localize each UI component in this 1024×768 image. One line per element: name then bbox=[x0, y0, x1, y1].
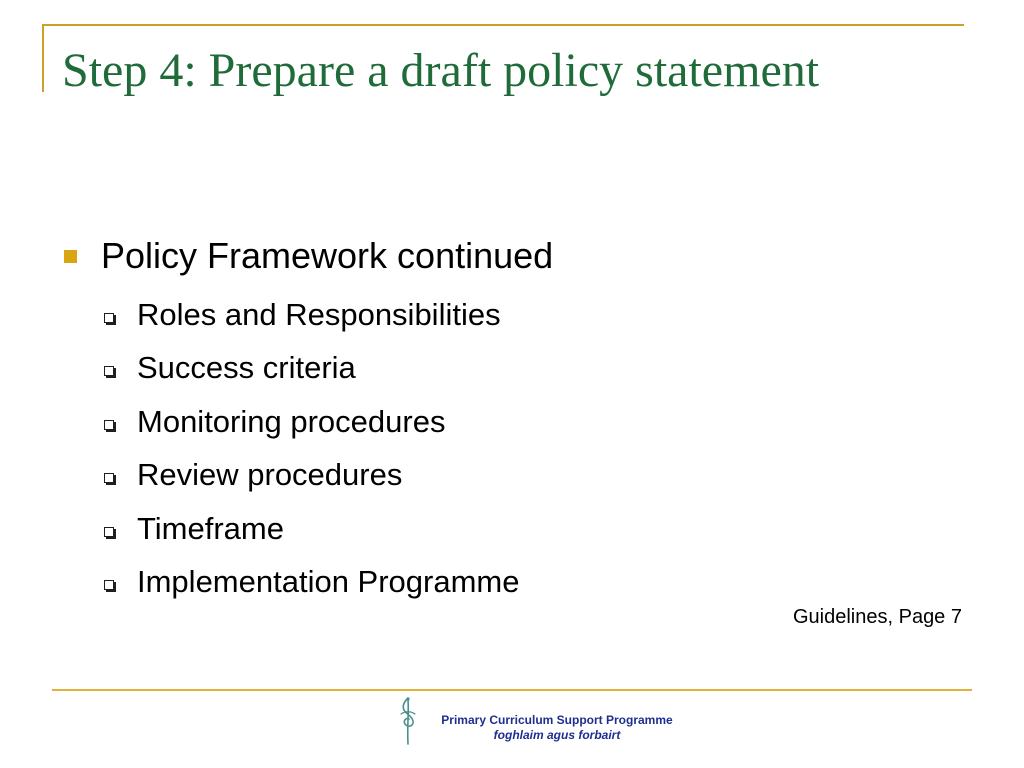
citation-text: Guidelines, Page 7 bbox=[792, 606, 962, 628]
sub-bullet-text: Implementation Programme bbox=[137, 564, 520, 600]
footer-branding bbox=[440, 713, 674, 743]
box-bullet-icon bbox=[104, 420, 114, 430]
footer-rule bbox=[52, 689, 972, 691]
programme-tagline: foghlaim agus forbairt bbox=[493, 728, 621, 742]
main-bullet-item bbox=[62, 232, 962, 280]
sub-bullet-text: Review procedures bbox=[137, 457, 403, 493]
box-bullet-icon bbox=[104, 473, 114, 483]
sub-bullet-item bbox=[62, 395, 962, 449]
sub-bullet-item bbox=[62, 288, 962, 342]
square-bullet-icon bbox=[64, 250, 77, 263]
pcsp-logo-icon bbox=[395, 696, 421, 746]
sub-bullet-text: Success criteria bbox=[137, 350, 356, 386]
sub-bullet-item bbox=[62, 502, 962, 556]
slide-title: Step 4: Prepare a draft policy statement bbox=[62, 44, 820, 97]
frame-left-rule bbox=[42, 24, 44, 92]
programme-name: Primary Curriculum Support Programme bbox=[441, 713, 673, 727]
sub-bullet-item bbox=[62, 449, 962, 503]
sub-bullet-text: Roles and Responsibilities bbox=[137, 296, 501, 332]
sub-bullet-item bbox=[62, 342, 962, 396]
sub-bullet-text: Timeframe bbox=[137, 510, 284, 546]
box-bullet-icon bbox=[104, 527, 114, 537]
sub-bullet-item bbox=[62, 556, 962, 610]
sub-bullet-list bbox=[62, 288, 962, 609]
main-bullet-text: Policy Framework continued bbox=[101, 235, 554, 276]
frame-top-rule bbox=[42, 24, 964, 26]
box-bullet-icon bbox=[104, 580, 114, 590]
box-bullet-icon bbox=[104, 313, 114, 323]
box-bullet-icon bbox=[104, 366, 114, 376]
slide-content bbox=[62, 232, 962, 609]
sub-bullet-text: Monitoring procedures bbox=[137, 403, 446, 439]
